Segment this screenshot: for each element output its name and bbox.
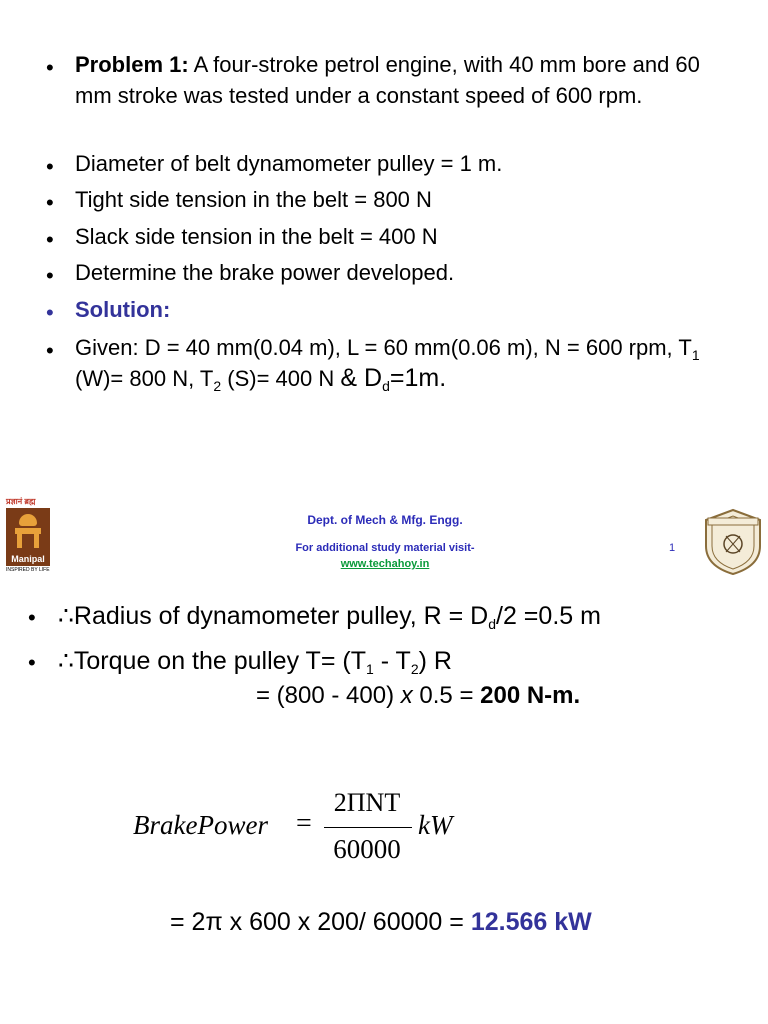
fraction-bar <box>324 827 412 828</box>
manipal-emblem <box>6 508 50 566</box>
problem-statement <box>75 49 715 111</box>
page-number: 1 <box>669 542 676 554</box>
dept-name: Dept. of Mech & Mfg. Engg. <box>307 513 463 527</box>
pulley-diameter-line: Diameter of belt dynamometer pulley = 1 m. <box>75 151 503 176</box>
torque-line: ∴Torque on the pulley $T= (T_1 - T_2)$ R <box>58 647 452 677</box>
study-material-text: For additional study material visit- <box>295 542 475 554</box>
bullet: • <box>46 300 54 325</box>
slack-side-line: Slack side tension in the belt = 400 N <box>75 224 438 249</box>
result-line: = 2π x 600 x 200/ 60000 = 12.566 kW <box>170 908 592 936</box>
institute-seal <box>698 506 768 576</box>
logo-tagline: INSPIRED BY LIFE <box>6 567 50 573</box>
formula-denominator: 60000 <box>333 834 401 864</box>
formula-numerator: 2ΠNT <box>333 788 401 817</box>
bullet: • <box>46 190 54 215</box>
bullet: • <box>46 338 54 363</box>
tight-side-line: Tight side tension in the belt = 800 N <box>75 187 432 212</box>
bullet: • <box>46 263 54 288</box>
problem-label: Problem 1: <box>75 52 189 77</box>
solution-heading: Solution: <box>75 297 171 322</box>
seal-icon <box>698 506 768 576</box>
formula-unit: kW <box>418 810 453 840</box>
website-link[interactable]: www.techahoy.in <box>340 558 430 570</box>
formula-lhs: BrakePower <box>133 810 268 840</box>
manipal-logo <box>6 497 56 574</box>
logo-name: Manipal <box>11 554 45 564</box>
bullet: • <box>46 154 54 179</box>
bullet: • <box>46 55 54 80</box>
given-line: Given: D = 40 mm(0.04 m), L = 60 mm(0.06 m), N = 600 rpm, $T_1$ (W)= 800 N, $T_2$ (S)= 400 N & $D_d=1m$. <box>75 335 700 394</box>
website-link-wrap <box>230 556 540 570</box>
radius-line: ∴Radius of dynamometer pulley, $R = D_d/2 =0.5$ m <box>58 602 601 632</box>
result-value: 12.566 kW <box>470 908 592 936</box>
logo-tagline-top: प्रज्ञानं ब्रह्म <box>6 497 36 506</box>
determine-line: Determine the brake power developed. <box>75 260 455 285</box>
bullet: • <box>46 227 54 252</box>
bullet: • <box>28 650 36 675</box>
torque-calculation: = (800 - 400) x 0.5 = 200 N-m. <box>256 682 581 709</box>
formula-equals: = <box>296 808 312 839</box>
bullet: • <box>28 605 36 630</box>
problem-text: A four-stroke petrol engine, with 40 mm bore and 60 mm stroke was tested under a constant speed of 600 rpm. <box>75 52 700 108</box>
